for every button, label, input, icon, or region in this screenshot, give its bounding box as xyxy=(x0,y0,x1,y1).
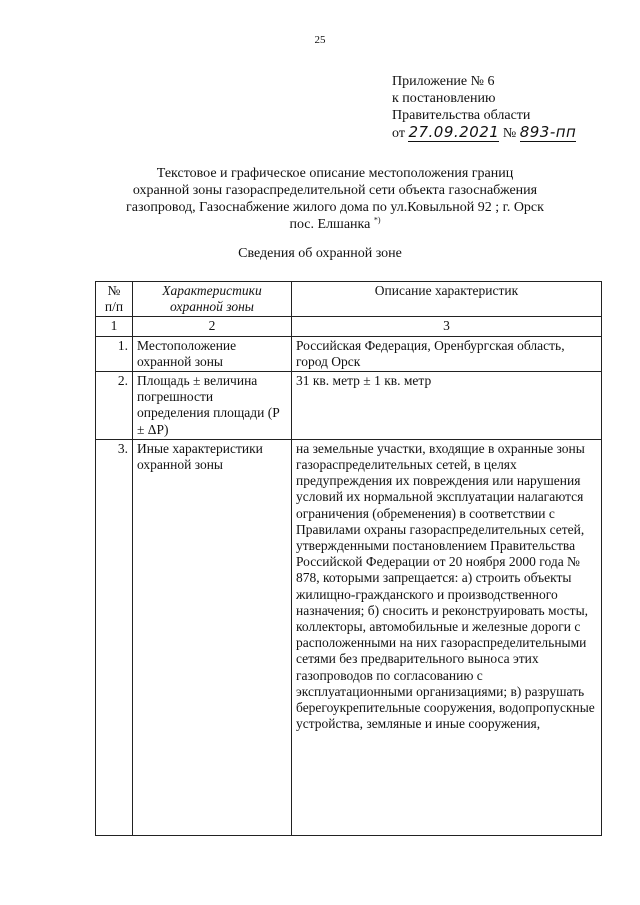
appendix-block xyxy=(392,73,576,142)
title-line-1: Текстовое и графическое описание местоположения границ xyxy=(156,166,514,181)
index-cell-3: 3 xyxy=(292,317,602,336)
appendix-line-3: Правительства области xyxy=(392,108,531,123)
index-cell-1: 1 xyxy=(96,317,133,336)
table-index-row xyxy=(96,317,602,336)
section-subtitle: Сведения об охранной зоне xyxy=(238,246,402,261)
handwritten-date: 27.09.2021 xyxy=(408,123,500,141)
title-line-3: газопровод, Газоснабжение жилого дома по ул.Ковыльной 92 ; г. Орск xyxy=(126,200,544,215)
header-characteristic: Характеристики охранной зоны xyxy=(133,282,292,317)
row-characteristic: Площадь ± величина погрешности определения площади (P ± ΔP) xyxy=(133,372,292,440)
page-number: 25 xyxy=(314,34,326,46)
row-description: на земельные участки, входящие в охранные зоны газораспределительных сетей, в целях предупреждения их повреждения или нарушения условий их нормальной эксплуатации налагаются ограничения (обременения) в соответствии с Правилами охраны газораспределительных сетей, утвержденными постановлением Правительства Российской Федерации от 20 ноября 2000 года № 878, которыми запрещается: а) строить объекты жилищно-гражданского и производственного назначения; б) сносить и реконструировать мосты, коллекторы, автомобильные и железные дороги с расположенными на них газораспределительными сетями без предварительного выноса этих газопроводов по согласованию с эксплуатационными организациями; в) разрушать берегоукрепительные сооружения, водопропускные устройства, земляные и иные сооружения, xyxy=(292,439,602,835)
appendix-line-1: Приложение № 6 xyxy=(392,74,495,89)
row-num: 1. xyxy=(96,336,133,371)
zone-info-table xyxy=(95,281,602,836)
row-num: 3. xyxy=(96,439,133,835)
title-line-2: охранной зоны газораспределительной сети объекта газоснабжения xyxy=(132,183,538,198)
index-cell-2: 2 xyxy=(133,317,292,336)
title-line-4: пос. Елшанка xyxy=(289,217,371,232)
title-line-4-wrap xyxy=(95,216,575,233)
row-characteristic: Иные характеристики охранной зоны xyxy=(133,439,292,835)
row-description: 31 кв. метр ± 1 кв. метр xyxy=(292,372,602,440)
appendix-date-line xyxy=(392,124,576,142)
table-row xyxy=(96,372,602,440)
document-title xyxy=(95,165,575,233)
appendix-line-2: к постановлению xyxy=(392,91,496,106)
footnote-mark: *) xyxy=(373,215,381,225)
row-description: Российская Федерация, Оренбургская область, город Орск xyxy=(292,336,602,371)
header-num: № п/п xyxy=(96,282,133,317)
row-characteristic: Местоположение охранной зоны xyxy=(133,336,292,371)
row-num: 2. xyxy=(96,372,133,440)
number-prefix: № xyxy=(502,126,517,141)
table-row xyxy=(96,439,602,835)
date-prefix: от xyxy=(392,126,405,141)
table-row xyxy=(96,336,602,371)
handwritten-number: 893-пп xyxy=(519,123,577,141)
header-description: Описание характеристик xyxy=(292,282,602,317)
table-header-row xyxy=(96,282,602,317)
